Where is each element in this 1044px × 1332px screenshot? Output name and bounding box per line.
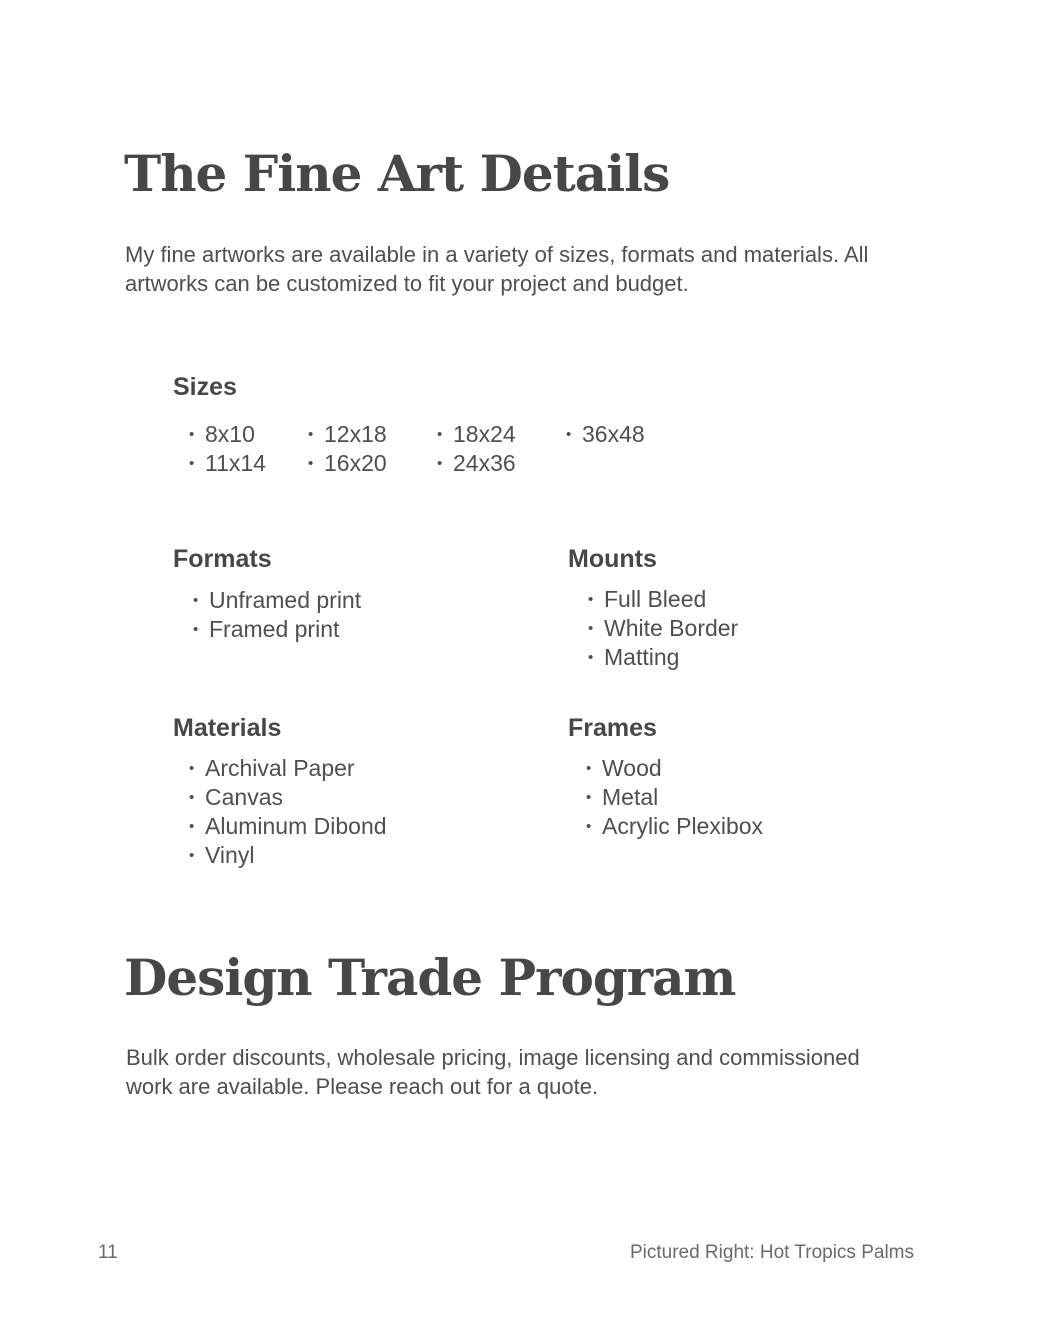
- size-item: • 24x36: [437, 449, 516, 478]
- formats-list: [193, 586, 361, 644]
- frames-list: [586, 754, 763, 841]
- image-caption: Pictured Right: Hot Tropics Palms: [629, 1242, 914, 1263]
- mount-item: • Matting: [588, 643, 738, 672]
- size-item: • 12x18: [308, 420, 387, 449]
- size-item: • 18x24: [437, 420, 516, 449]
- sizes-column-2: [308, 420, 387, 478]
- sizes-column-4: [566, 420, 645, 449]
- mount-item: • Full Bleed: [588, 585, 738, 614]
- frames-heading: Frames: [568, 714, 657, 742]
- frame-item: • Acrylic Plexibox: [586, 812, 763, 841]
- mount-item: • White Border: [588, 614, 738, 643]
- design-trade-title: Design Trade Program: [124, 948, 736, 1007]
- fine-art-title: The Fine Art Details: [124, 144, 670, 203]
- sizes-column-1: [189, 420, 266, 478]
- fine-art-intro: My fine artworks are available in a variety of sizes, formats and materials. All artworks can be customized to fit your project and budget.: [125, 242, 869, 296]
- format-item: • Unframed print: [193, 586, 361, 615]
- mounts-heading: Mounts: [568, 545, 657, 573]
- material-item: • Canvas: [189, 783, 387, 812]
- sizes-column-3: [437, 420, 516, 478]
- format-item: • Framed print: [193, 615, 361, 644]
- design-trade-text: Bulk order discounts, wholesale pricing, image licensing and commissioned work are available. Please reach out for a quote.: [126, 1045, 860, 1099]
- size-item: • 16x20: [308, 449, 387, 478]
- materials-list: [189, 754, 387, 870]
- materials-heading: Materials: [173, 714, 282, 742]
- size-item: • 36x48: [566, 420, 645, 449]
- sizes-heading: Sizes: [173, 373, 237, 401]
- material-item: • Aluminum Dibond: [189, 812, 387, 841]
- frame-item: • Metal: [586, 783, 763, 812]
- material-item: • Archival Paper: [189, 754, 387, 783]
- mounts-list: [588, 585, 738, 672]
- size-item: • 11x14: [189, 449, 266, 478]
- frame-item: • Wood: [586, 754, 763, 783]
- size-item: • 8x10: [189, 420, 266, 449]
- material-item: • Vinyl: [189, 841, 387, 870]
- page-number: 11: [98, 1242, 118, 1263]
- formats-heading: Formats: [173, 545, 272, 573]
